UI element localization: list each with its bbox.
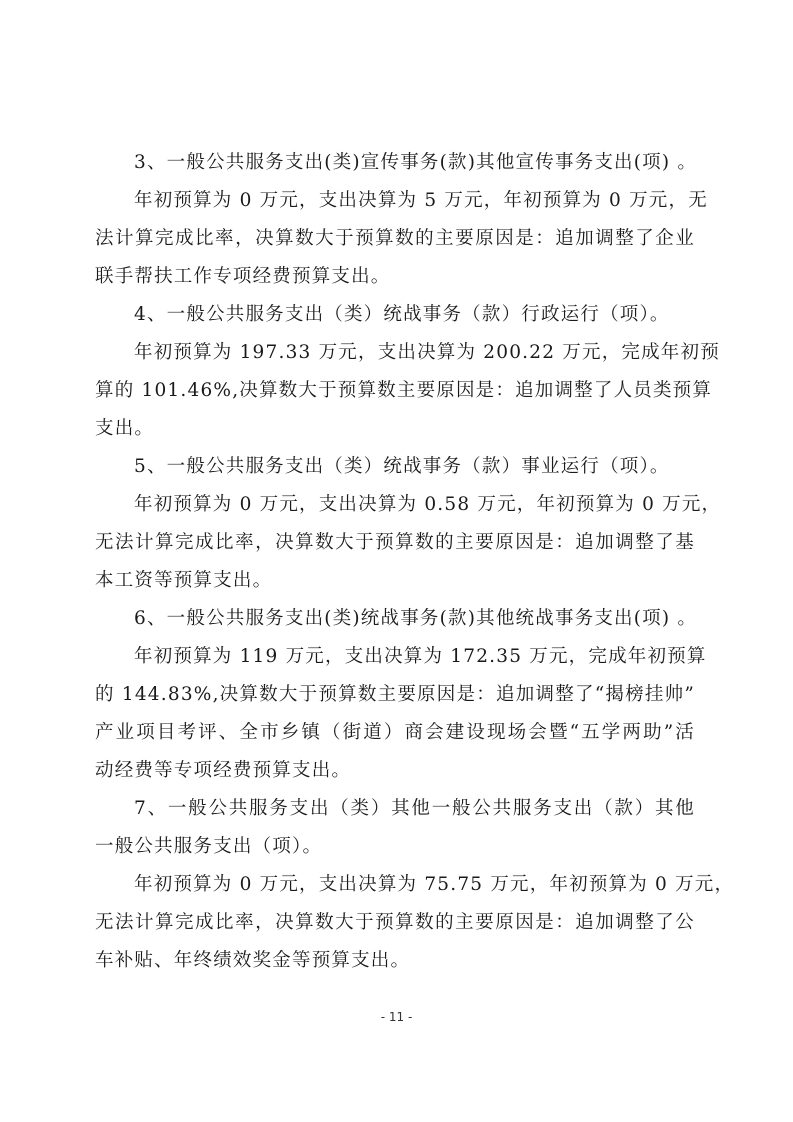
item5-body-line-2: 无法计算完成比率，决算数大于预算数的主要原因是：追加调整了基	[95, 532, 695, 553]
item6-heading: 6、一般公共服务支出(类)统战事务(款)其他统战事务支出(项) 。	[134, 608, 698, 629]
item3-heading: 3、一般公共服务支出(类)宣传事务(款)其他宣传事务支出(项) 。	[134, 152, 698, 173]
item7-body-line-3: 车补贴、年终绩效奖金等预算支出。	[95, 950, 411, 971]
item6-body-line-3: 产业项目考评、全市乡镇（街道）商会建设现场会暨“五学两助”活	[95, 722, 695, 743]
item5-body-line-3: 本工资等预算支出。	[95, 570, 273, 591]
item6-body-line-4: 动经费等专项经费预算支出。	[95, 760, 352, 781]
page-number: - 11 -	[380, 1010, 413, 1024]
item7-body-line-2: 无法计算完成比率，决算数大于预算数的主要原因是：追加调整了公	[95, 912, 695, 933]
item4-heading: 4、一般公共服务支出（类）统战事务（款）行政运行（项）。	[134, 304, 670, 325]
item5-body-line-1: 年初预算为 0 万元，支出决算为 0.58 万元，年初预算为 0 万元，	[134, 494, 722, 515]
item4-body-line-3: 支出。	[95, 418, 155, 439]
item4-body-line-2: 算的 101.46%,决算数大于预算数主要原因是：追加调整了人员类预算	[95, 380, 713, 401]
item3-body-line-2: 法计算完成比率，决算数大于预算数的主要原因是：追加调整了企业	[95, 228, 695, 249]
item7-body-line-1: 年初预算为 0 万元，支出决算为 75.75 万元，年初预算为 0 万元，	[134, 874, 735, 895]
item3-body-line-1: 年初预算为 0 万元，支出决算为 5 万元，年初预算为 0 万元，无	[134, 190, 708, 211]
item7-heading-line-1: 7、一般公共服务支出（类）其他一般公共服务支出（款）其他	[134, 798, 695, 819]
item4-body-line-1: 年初预算为 197.33 万元，支出决算为 200.22 万元，完成年初预	[134, 342, 720, 363]
item6-body-line-1: 年初预算为 119 万元，支出决算为 172.35 万元，完成年初预算	[134, 646, 707, 667]
item3-body-line-3: 联手帮扶工作专项经费预算支出。	[95, 266, 391, 287]
item6-body-line-2: 的 144.83%,决算数大于预算数主要原因是：追加调整了“揭榜挂帅”	[95, 684, 695, 705]
item7-heading-line-2: 一般公共服务支出（项）。	[95, 836, 323, 857]
item5-heading: 5、一般公共服务支出（类）统战事务（款）事业运行（项）。	[134, 456, 670, 477]
